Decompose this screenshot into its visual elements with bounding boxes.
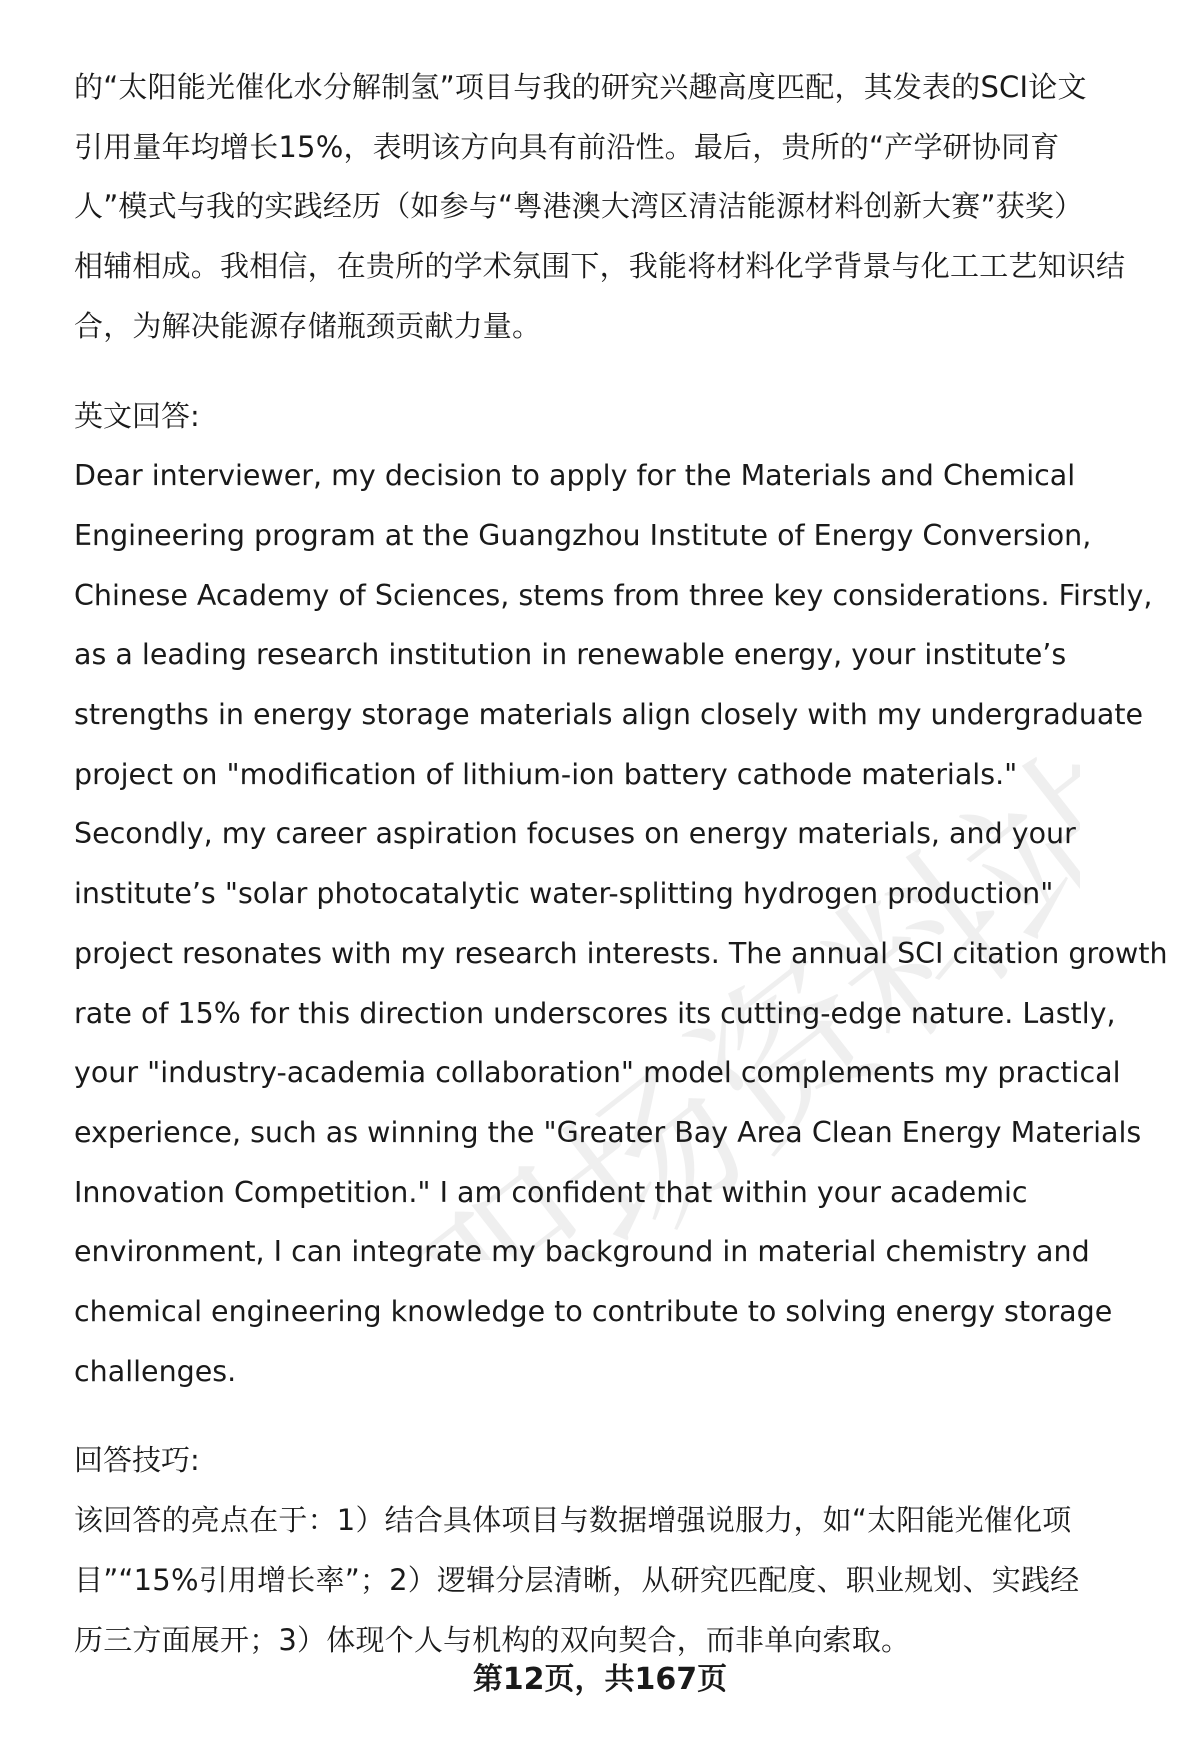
page-number-footer: 第12页，共167页 [472,1662,728,1697]
text-line: 人”模式与我的实践经历（如参与“粤港澳大湾区清洁能源材料创新大赛”获奖） [74,189,1084,224]
text-line: 目”“15%引用增长率”；2）逻辑分层清晰，从研究匹配度、职业规划、实践经 [74,1562,1080,1597]
text-line: rate of 15% for this direction underscores its cutting-edge nature. Lastly, [74,996,1116,1030]
watermark-text: 职场资料站 [392,715,1080,1260]
text-line: 引用量年均增长15%，表明该方向具有前沿性。最后，贵所的“产学研协同育 [74,129,1060,164]
text-line: strengths in energy storage materials align closely with my undergraduate [74,698,1144,732]
text-line: project on "modification of lithium-ion battery cathode materials." [74,757,1018,791]
chinese-answer-paragraph [74,58,1154,357]
text-line: environment, I can integrate my background in material chemistry and [74,1235,1090,1269]
text-line: 合，为解决能源存储瓶颈贡献力量。 [74,308,542,343]
text-line: project resonates with my research interests. The annual SCI citation growth [74,936,1168,970]
text-line: experience, such as winning the "Greater Bay Area Clean Energy Materials [74,1115,1142,1149]
text-line: challenges. [74,1354,237,1388]
text-line: Secondly, my career aspiration focuses on energy materials, and your [74,817,1076,851]
text-line: Chinese Academy of Sciences, stems from three key considerations. Firstly, [74,578,1153,612]
text-line: 相辅相成。我相信，在贵所的学术氛围下，我能将材料化学背景与化工工艺知识结 [74,249,1126,284]
answer-tips-paragraph [74,1491,1154,1670]
page-content [74,58,1168,1670]
text-line: 该回答的亮点在于：1）结合具体项目与数据增强说服力，如“太阳能光催化项 [74,1503,1072,1538]
text-line: as a leading research institution in renewable energy, your institute’s [74,638,1067,672]
text-line: 历三方面展开；3）体现个人与机构的双向契合，而非单向索取。 [74,1622,911,1657]
text-line: chemical engineering knowledge to contribute to solving energy storage [74,1295,1113,1329]
text-line: 的“太阳能光催化水分解制氢”项目与我的研究兴趣高度匹配，其发表的SCI论文 [74,70,1087,104]
text-line: Engineering program at the Guangzhou Institute of Energy Conversion, [74,518,1092,552]
answer-tips-label: 回答技巧: [74,1443,200,1478]
text-line: Dear interviewer, my decision to apply for the Materials and Chemical [74,459,1076,493]
text-line: institute’s "solar photocatalytic water-splitting hydrogen production" [74,877,1054,911]
english-answer-paragraph [74,446,1168,1401]
text-line: your "industry-academia collaboration" model complements my practical [74,1056,1121,1090]
text-line: Innovation Competition." I am confident that within your academic [74,1175,1028,1209]
english-answer-label: 英文回答: [74,398,200,433]
